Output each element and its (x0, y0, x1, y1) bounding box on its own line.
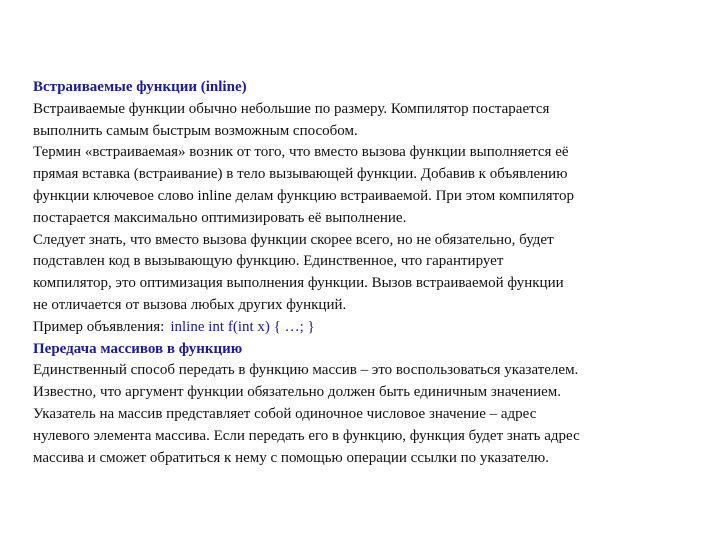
section-heading-array-passing: Передача массивов в функцию (33, 340, 243, 357)
paragraph-line: выполнить самым быстрым возможным способом. (33, 122, 358, 139)
paragraph-line: компилятор, это оптимизация выполнения функции. Вызов встраиваемой функции (33, 275, 564, 292)
paragraph-line: Встраиваемые функции обычно небольшие по размеру. Компилятор постарается (33, 100, 550, 117)
example-code: inline int f(int x) { …; } (170, 318, 315, 335)
paragraph-line: не отличается от вызова любых других функций. (33, 296, 347, 313)
document-body (33, 77, 693, 469)
paragraph-line: Следует знать, что вместо вызова функции скорее всего, но не обязательно, будет (33, 231, 554, 248)
paragraph-line: функции ключевое слово inline делам функцию встраиваемой. При этом компилятор (33, 187, 574, 204)
section-heading-inline-functions: Встраиваемые функции (inline) (33, 79, 247, 95)
paragraph-line: Единственный способ передать в функцию массив – это воспользоваться указателем. (33, 362, 579, 379)
paragraph-line: подставлен код в вызывающую функцию. Единственное, что гарантирует (33, 253, 504, 270)
paragraph-line: массива и сможет обратиться к нему с помощью операции ссылки по указателю. (33, 449, 549, 466)
example-line (33, 317, 693, 339)
paragraph-line: постарается максимально оптимизировать её выполнение. (33, 209, 407, 226)
example-label: Пример объявления: (33, 318, 165, 335)
paragraph-line: Известно, что аргумент функции обязательно должен быть единичным значением. (33, 384, 562, 401)
paragraph-line: нулевого элемента массива. Если передать его в функцию, функция будет знать адрес (33, 427, 580, 444)
paragraph-line: Термин «встраиваемая» возник от того, что вместо вызова функции выполняется её (33, 144, 569, 161)
paragraph-line: прямая вставка (встраивание) в тело вызывающей функции. Добавив к объявлению (33, 166, 568, 183)
paragraph-line: Указатель на массив представляет собой одиночное числовое значение – адрес (33, 405, 537, 422)
